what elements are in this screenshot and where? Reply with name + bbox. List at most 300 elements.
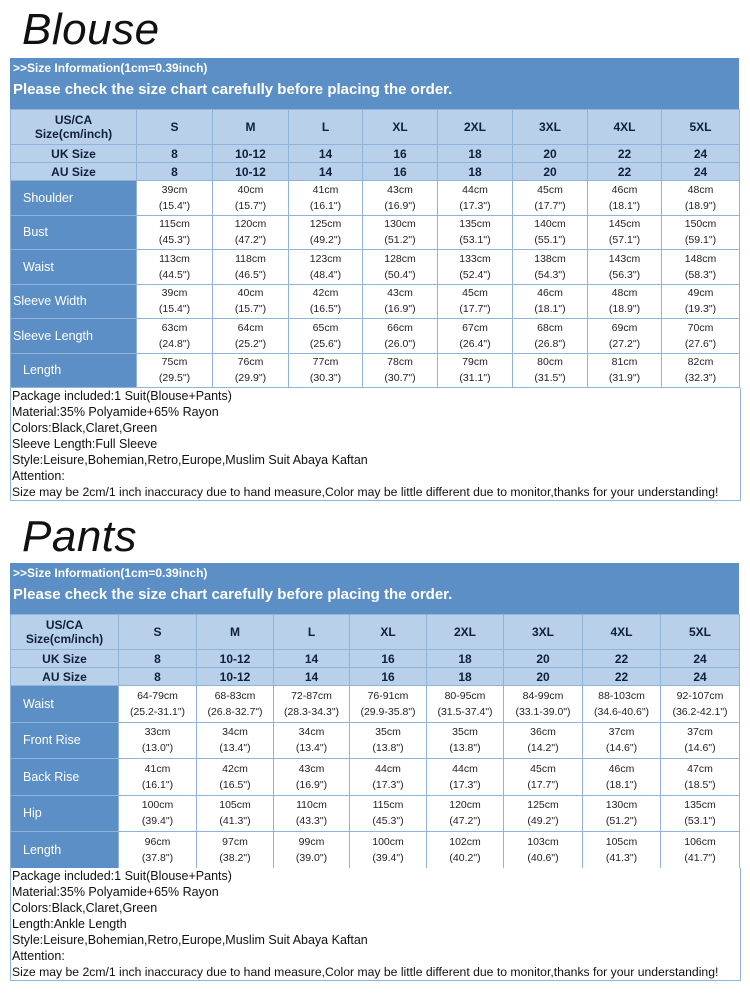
measurement-label: Waist	[11, 250, 137, 285]
measurement-cm: 120cm	[234, 218, 267, 231]
measurement-cell	[119, 722, 197, 759]
measurement-cm: 68-83cm	[214, 689, 256, 702]
measurement-cm: 43cm	[387, 287, 413, 300]
measurement-cm: 35cm	[375, 726, 401, 739]
measurement-cell	[427, 795, 504, 832]
measurement-cm: 44cm	[375, 762, 401, 775]
measurement-cm: 33cm	[144, 726, 171, 739]
measurement-cell	[274, 759, 350, 796]
measurement-row	[11, 319, 740, 354]
measurement-cm: 76cm	[237, 356, 264, 369]
measurement-cell	[438, 284, 513, 319]
measurement-cell	[662, 181, 740, 216]
measurement-cell	[197, 722, 274, 759]
au-size-cell: 16	[363, 163, 438, 181]
measurement-cm: 41cm	[312, 183, 339, 196]
measurement-inch: (51.2")	[384, 234, 416, 247]
measurement-cell	[289, 215, 363, 250]
measurement-inch: (13.8")	[449, 742, 481, 755]
measurement-cm: 130cm	[605, 799, 638, 812]
measurement-inch: (47.2")	[449, 815, 481, 828]
measurement-cell	[197, 795, 274, 832]
measurement-cm: 44cm	[452, 762, 478, 775]
au-size-cell: 24	[662, 163, 740, 181]
measurement-cm: 148cm	[684, 252, 717, 265]
uk-size-cell: 10-12	[213, 145, 289, 163]
au-size-cell: 14	[289, 163, 363, 181]
uk-size-cell: 18	[427, 650, 504, 668]
measurement-inch: (40.2")	[449, 851, 481, 864]
measurement-cm: 34cm	[298, 726, 325, 739]
blouse-uk-row	[11, 145, 740, 163]
measurement-cell	[350, 686, 427, 723]
measurement-cm: 106cm	[684, 835, 716, 848]
measurement-inch: (43.3")	[295, 815, 328, 828]
measurement-cm: 35cm	[452, 726, 478, 739]
measurement-cell	[513, 319, 588, 354]
measurement-cm: 97cm	[222, 835, 248, 848]
note-line: Size may be 2cm/1 inch inaccuracy due to hand measure,Color may be little different due to monitor,thanks for your understanding!	[12, 485, 719, 499]
measurement-cm: 125cm	[527, 799, 559, 812]
measurement-inch: (47.2")	[234, 234, 267, 247]
measurement-row	[11, 795, 740, 832]
measurement-inch: (53.1")	[684, 815, 716, 828]
uk-size-cell: 20	[504, 650, 583, 668]
uk-size-cell: 16	[363, 145, 438, 163]
measurement-cell	[197, 832, 274, 869]
measurement-cm: 105cm	[219, 799, 251, 812]
size-2XL: 2XL	[427, 615, 504, 650]
measurement-cm: 47cm	[687, 762, 713, 775]
measurement-inch: (39.0")	[295, 851, 328, 864]
measurement-cm: 46cm	[608, 762, 635, 775]
size-2XL: 2XL	[438, 110, 513, 145]
measurement-inch: (18.9")	[608, 303, 641, 316]
measurement-inch: (17.7")	[459, 303, 491, 316]
measurement-inch: (16.5")	[309, 303, 342, 316]
measurement-inch: (41.3")	[605, 851, 638, 864]
measurement-cell	[137, 319, 213, 354]
measurement-inch: (15.4")	[158, 303, 191, 316]
measurement-cell	[213, 215, 289, 250]
measurement-cm: 80-95cm	[444, 689, 486, 702]
measurement-cell	[350, 722, 427, 759]
measurement-inch: (58.3")	[684, 268, 717, 281]
measurement-cell	[588, 353, 662, 388]
measurement-inch: (59.1")	[684, 234, 717, 247]
blouse-size-table	[10, 109, 740, 388]
measurement-cm: 37cm	[687, 726, 713, 739]
measurement-cm: 78cm	[387, 356, 413, 369]
measurement-cell	[427, 686, 504, 723]
measurement-cell	[513, 181, 588, 216]
measurement-row	[11, 250, 740, 285]
measurement-cell	[504, 795, 583, 832]
measurement-inch: (13.0")	[141, 742, 174, 755]
measurement-inch: (41.3")	[219, 815, 251, 828]
measurement-cm: 125cm	[309, 218, 342, 231]
measurement-cell	[274, 686, 350, 723]
measurement-cell	[289, 181, 363, 216]
measurement-cm: 37cm	[608, 726, 635, 739]
uk-size-cell: 16	[350, 650, 427, 668]
measurement-inch: (40.6")	[527, 851, 559, 864]
measurement-row	[11, 215, 740, 250]
note-line: Material:35% Polyamide+65% Rayon	[12, 405, 219, 419]
measurement-cell	[661, 832, 740, 869]
measurement-cell	[662, 284, 740, 319]
measurement-inch: (29.9-35.8")	[360, 705, 416, 718]
measurement-cell	[583, 795, 661, 832]
uk-size-cell: 24	[661, 650, 740, 668]
measurement-cm: 40cm	[237, 287, 264, 300]
measurement-cell	[427, 722, 504, 759]
uk-size-cell: 8	[119, 650, 197, 668]
measurement-cm: 113cm	[159, 252, 190, 265]
measurement-cell	[438, 215, 513, 250]
blouse-header-line1: US/CA	[54, 113, 93, 127]
measurement-inch: (14.6")	[605, 742, 638, 755]
size-3XL: 3XL	[504, 615, 583, 650]
measurement-cm: 44cm	[462, 183, 488, 196]
measurement-cm: 80cm	[537, 356, 563, 369]
measurement-cm: 43cm	[298, 762, 325, 775]
size-5XL: 5XL	[661, 615, 740, 650]
measurement-inch: (39.4")	[141, 815, 174, 828]
blouse-au-row	[11, 163, 740, 181]
measurement-inch: (30.7")	[384, 372, 416, 385]
measurement-cm: 48cm	[687, 183, 714, 196]
measurement-cm: 77cm	[312, 356, 339, 369]
measurement-cell	[513, 250, 588, 285]
measurement-label: Back Rise	[11, 759, 119, 796]
measurement-cell	[213, 250, 289, 285]
measurement-cell	[583, 759, 661, 796]
measurement-cm: 45cm	[462, 287, 488, 300]
measurement-cell	[363, 181, 438, 216]
measurement-cm: 105cm	[605, 835, 638, 848]
measurement-cm: 140cm	[534, 218, 566, 231]
uk-size-label: UK Size	[11, 145, 137, 163]
measurement-inch: (25.2")	[234, 337, 267, 350]
measurement-cell	[588, 250, 662, 285]
measurement-cell	[588, 181, 662, 216]
measurement-cm: 39cm	[161, 287, 188, 300]
pants-check-notice: Please check the size chart carefully before placing the order.	[13, 586, 453, 603]
measurement-cell	[363, 215, 438, 250]
measurement-cm: 150cm	[684, 218, 717, 231]
measurement-cell	[583, 722, 661, 759]
measurement-cell	[137, 181, 213, 216]
measurement-inch: (49.2")	[309, 234, 342, 247]
au-size-cell: 18	[427, 668, 504, 686]
measurement-cell	[213, 319, 289, 354]
size-3XL: 3XL	[513, 110, 588, 145]
measurement-inch: (38.2")	[219, 851, 251, 864]
measurement-inch: (18.5")	[684, 778, 716, 791]
measurement-cm: 72-87cm	[291, 689, 332, 702]
measurement-inch: (27.2")	[608, 337, 641, 350]
measurement-cell	[274, 832, 350, 869]
measurement-inch: (45.3")	[372, 815, 404, 828]
measurement-cm: 46cm	[537, 287, 563, 300]
measurement-cell	[137, 284, 213, 319]
measurement-inch: (25.2-31.1")	[129, 705, 186, 718]
measurement-inch: (15.4")	[158, 199, 191, 212]
measurement-cell	[661, 759, 740, 796]
measurement-inch: (14.6")	[684, 742, 716, 755]
measurement-cell	[504, 832, 583, 869]
measurement-cm: 103cm	[527, 835, 559, 848]
measurement-inch: (32.3")	[684, 372, 717, 385]
measurement-cell	[197, 686, 274, 723]
measurement-cm: 65cm	[312, 321, 339, 334]
measurement-inch: (15.7")	[234, 199, 267, 212]
measurement-cell	[137, 353, 213, 388]
measurement-cell	[363, 250, 438, 285]
measurement-label: Sleeve Width	[11, 284, 137, 319]
pants-notes	[10, 868, 741, 981]
size-M: M	[213, 110, 289, 145]
blouse-header-row	[11, 110, 740, 145]
au-size-cell: 20	[513, 163, 588, 181]
measurement-inch: (16.1")	[141, 778, 174, 791]
pants-header-line2: Size(cm/inch)	[25, 632, 104, 646]
au-size-cell: 8	[119, 668, 197, 686]
measurement-cm: 88-103cm	[598, 689, 645, 702]
note-line: Length:Ankle Length	[12, 917, 127, 931]
uk-size-cell: 20	[513, 145, 588, 163]
measurement-cm: 46cm	[611, 183, 638, 196]
measurement-cm: 138cm	[534, 252, 566, 265]
pants-uk-row	[11, 650, 740, 668]
measurement-cell	[213, 353, 289, 388]
measurement-inch: (17.3")	[459, 199, 491, 212]
measurement-cell	[427, 759, 504, 796]
measurement-cell	[661, 722, 740, 759]
measurement-label: Length	[11, 832, 119, 869]
measurement-cm: 123cm	[309, 252, 342, 265]
measurement-cell	[427, 832, 504, 869]
measurement-inch: (14.2")	[527, 742, 559, 755]
au-size-cell: 10-12	[197, 668, 274, 686]
measurement-cm: 42cm	[222, 762, 248, 775]
measurement-cell	[583, 832, 661, 869]
measurement-label: Hip	[11, 795, 119, 832]
measurement-inch: (37.8")	[141, 851, 174, 864]
measurement-inch: (48.4")	[309, 268, 342, 281]
measurement-cm: 45cm	[530, 762, 556, 775]
measurement-cm: 120cm	[449, 799, 481, 812]
size-4XL: 4XL	[583, 615, 661, 650]
note-line: Attention:	[12, 949, 65, 963]
measurement-cm: 39cm	[161, 183, 188, 196]
measurement-cell	[289, 284, 363, 319]
measurement-cell	[438, 250, 513, 285]
pants-header-label	[11, 615, 119, 650]
measurement-cell	[274, 795, 350, 832]
note-line: Sleeve Length:Full Sleeve	[12, 437, 158, 451]
measurement-cm: 84-99cm	[522, 689, 564, 702]
measurement-cell	[363, 319, 438, 354]
measurement-cm: 130cm	[384, 218, 416, 231]
pants-header-line1: US/CA	[45, 618, 84, 632]
measurement-cm: 75cm	[161, 356, 188, 369]
uk-size-cell: 24	[662, 145, 740, 163]
note-line: Colors:Black,Claret,Green	[12, 901, 158, 915]
measurement-row	[11, 181, 740, 216]
size-S: S	[137, 110, 213, 145]
blouse-title: Blouse	[22, 5, 160, 54]
measurement-cm: 34cm	[222, 726, 248, 739]
pants-banner	[10, 563, 739, 614]
measurement-cm: 43cm	[387, 183, 413, 196]
measurement-cm: 76-91cm	[367, 689, 409, 702]
measurement-cell	[363, 284, 438, 319]
measurement-cm: 42cm	[312, 287, 339, 300]
measurement-cell	[504, 722, 583, 759]
measurement-label: Length	[11, 353, 137, 388]
measurement-cell	[363, 353, 438, 388]
measurement-cm: 102cm	[449, 835, 481, 848]
measurement-inch: (53.1")	[459, 234, 491, 247]
au-size-label: AU Size	[11, 163, 137, 181]
measurement-cm: 49cm	[687, 287, 714, 300]
measurement-cm: 135cm	[459, 218, 491, 231]
au-size-cell: 22	[583, 668, 661, 686]
uk-size-cell: 22	[588, 145, 662, 163]
measurement-cell	[504, 686, 583, 723]
measurement-inch: (55.1")	[534, 234, 566, 247]
uk-size-cell: 14	[274, 650, 350, 668]
measurement-label: Front Rise	[11, 722, 119, 759]
note-line: Style:Leisure,Bohemian,Retro,Europe,Muslim Suit Abaya Kaftan	[12, 933, 368, 947]
blouse-check-notice: Please check the size chart carefully before placing the order.	[13, 81, 453, 98]
measurement-inch: (15.7")	[234, 303, 267, 316]
measurement-cm: 96cm	[144, 835, 171, 848]
measurement-inch: (17.3")	[372, 778, 404, 791]
measurement-cm: 133cm	[459, 252, 491, 265]
measurement-row	[11, 353, 740, 388]
measurement-inch: (54.3")	[534, 268, 566, 281]
measurement-cm: 92-107cm	[676, 689, 724, 702]
au-size-cell: 22	[588, 163, 662, 181]
uk-size-label: UK Size	[11, 650, 119, 668]
measurement-cell	[289, 319, 363, 354]
au-size-cell: 16	[350, 668, 427, 686]
measurement-cm: 66cm	[387, 321, 413, 334]
blouse-banner	[10, 58, 739, 109]
measurement-cm: 110cm	[296, 799, 327, 812]
measurement-inch: (26.0")	[384, 337, 416, 350]
measurement-cell	[588, 284, 662, 319]
measurement-inch: (13.4")	[295, 742, 328, 755]
measurement-cell	[438, 181, 513, 216]
au-size-cell: 18	[438, 163, 513, 181]
measurement-inch: (36.2-42.1")	[672, 705, 728, 718]
size-L: L	[289, 110, 363, 145]
measurement-cell	[583, 686, 661, 723]
measurement-cell	[438, 353, 513, 388]
measurement-inch: (52.4")	[459, 268, 491, 281]
measurement-inch: (26.8-32.7")	[207, 705, 263, 718]
measurement-inch: (16.5")	[219, 778, 251, 791]
measurement-inch: (51.2")	[605, 815, 638, 828]
measurement-cell	[137, 250, 213, 285]
measurement-inch: (16.9")	[295, 778, 328, 791]
size-S: S	[119, 615, 197, 650]
measurement-cell	[513, 284, 588, 319]
measurement-row	[11, 759, 740, 796]
measurement-label: Waist	[11, 686, 119, 723]
measurement-cell	[289, 353, 363, 388]
blouse-size-info: >>Size Information(1cm=0.39inch)	[13, 61, 208, 75]
measurement-inch: (16.9")	[384, 199, 416, 212]
measurement-cell	[119, 795, 197, 832]
note-line: Size may be 2cm/1 inch inaccuracy due to hand measure,Color may be little different due to monitor,thanks for your understanding!	[12, 965, 719, 979]
blouse-notes	[10, 388, 741, 501]
measurement-inch: (31.5")	[534, 372, 566, 385]
measurement-cell	[137, 215, 213, 250]
measurement-cell	[350, 832, 427, 869]
measurement-inch: (18.1")	[534, 303, 566, 316]
measurement-cell	[662, 250, 740, 285]
note-line: Package included:1 Suit(Blouse+Pants)	[12, 869, 232, 883]
measurement-cell	[213, 284, 289, 319]
measurement-inch: (26.8")	[534, 337, 566, 350]
measurement-cm: 118cm	[235, 252, 266, 265]
measurement-inch: (57.1")	[608, 234, 641, 247]
measurement-cell	[119, 832, 197, 869]
measurement-cm: 115cm	[372, 799, 404, 812]
measurement-cm: 41cm	[144, 762, 171, 775]
measurement-inch: (24.8")	[158, 337, 191, 350]
uk-size-cell: 22	[583, 650, 661, 668]
measurement-cell	[213, 181, 289, 216]
measurement-inch: (29.5")	[158, 372, 191, 385]
uk-size-cell: 8	[137, 145, 213, 163]
measurement-inch: (26.4")	[459, 337, 491, 350]
measurement-inch: (19.3")	[684, 303, 717, 316]
au-size-label: AU Size	[11, 668, 119, 686]
measurement-cm: 64cm	[237, 321, 264, 334]
measurement-cell	[513, 215, 588, 250]
measurement-cm: 135cm	[684, 799, 716, 812]
measurement-inch: (18.1")	[608, 199, 641, 212]
pants-header-row	[11, 615, 740, 650]
measurement-cell	[119, 686, 197, 723]
size-4XL: 4XL	[588, 110, 662, 145]
measurement-cm: 64-79cm	[137, 689, 178, 702]
measurement-cell	[513, 353, 588, 388]
measurement-cell	[662, 215, 740, 250]
measurement-cm: 99cm	[298, 835, 325, 848]
measurement-row	[11, 686, 740, 723]
measurement-inch: (25.6")	[309, 337, 342, 350]
uk-size-cell: 10-12	[197, 650, 274, 668]
measurement-cm: 115cm	[159, 218, 190, 231]
measurement-cm: 128cm	[384, 252, 416, 265]
uk-size-cell: 18	[438, 145, 513, 163]
measurement-inch: (18.9")	[684, 199, 717, 212]
measurement-inch: (45.3")	[158, 234, 191, 247]
measurement-cell	[588, 319, 662, 354]
measurement-cm: 40cm	[237, 183, 264, 196]
measurement-cm: 69cm	[611, 321, 638, 334]
measurement-cm: 79cm	[462, 356, 488, 369]
measurement-inch: (17.3")	[449, 778, 481, 791]
measurement-cell	[662, 319, 740, 354]
